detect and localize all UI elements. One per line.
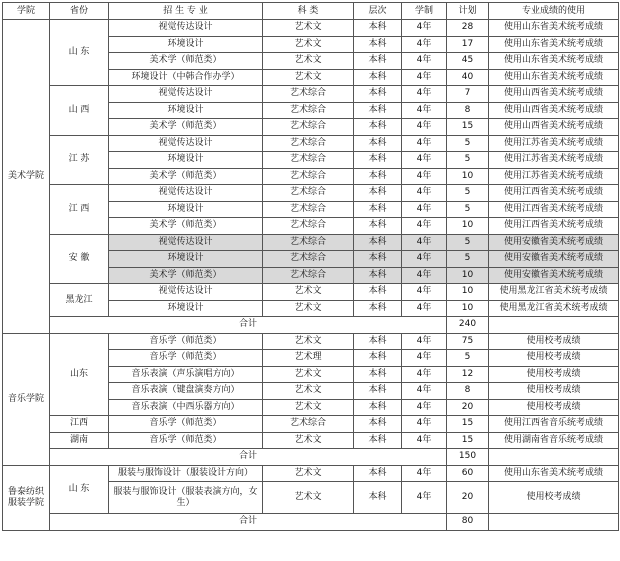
- province-cell: 山 东: [50, 465, 109, 514]
- usage-cell: 使用山东省美术统考成绩: [489, 53, 619, 70]
- plan-cell: 20: [447, 482, 489, 514]
- major-cell: 视觉传达设计: [109, 86, 263, 103]
- major-cell: 视觉传达设计: [109, 185, 263, 202]
- level-cell: 本科: [354, 416, 402, 433]
- category-cell: 艺术综合: [263, 218, 354, 235]
- major-cell: 视觉传达设计: [109, 20, 263, 37]
- duration-cell: 4年: [402, 366, 447, 383]
- duration-cell: 4年: [402, 86, 447, 103]
- usage-cell: 使用江苏省美术统考成绩: [489, 168, 619, 185]
- plan-cell: 10: [447, 284, 489, 301]
- category-cell: 艺术综合: [263, 185, 354, 202]
- plan-cell: 10: [447, 300, 489, 317]
- category-cell: 艺术综合: [263, 168, 354, 185]
- plan-cell: 5: [447, 201, 489, 218]
- usage-cell: 使用江西省美术统考成绩: [489, 201, 619, 218]
- table-row: [3, 234, 619, 251]
- level-cell: 本科: [354, 284, 402, 301]
- major-cell: 音乐表演（声乐演唱方向）: [109, 366, 263, 383]
- table-row: [3, 465, 619, 482]
- major-cell: 环境设计（中韩合作办学）: [109, 69, 263, 86]
- plan-cell: 5: [447, 135, 489, 152]
- usage-cell: 使用江西省音乐统考成绩: [489, 416, 619, 433]
- category-cell: 艺术文: [263, 284, 354, 301]
- duration-cell: 4年: [402, 300, 447, 317]
- duration-cell: 4年: [402, 53, 447, 70]
- total-row: [3, 514, 619, 531]
- category-cell: 艺术综合: [263, 267, 354, 284]
- level-cell: 本科: [354, 482, 402, 514]
- major-cell: 环境设计: [109, 152, 263, 169]
- plan-cell: 8: [447, 383, 489, 400]
- table-row: [3, 432, 619, 449]
- admissions-plan-table: [2, 2, 619, 531]
- usage-cell: 使用江苏省美术统考成绩: [489, 152, 619, 169]
- header-plan: 计划: [447, 3, 489, 20]
- usage-cell: 使用江苏省美术统考成绩: [489, 135, 619, 152]
- level-cell: 本科: [354, 350, 402, 367]
- header-major: 招 生 专 业: [109, 3, 263, 20]
- major-cell: 服装与服饰设计（服装表演方向，女生）: [109, 482, 263, 514]
- province-cell: 江 西: [50, 185, 109, 235]
- usage-cell: 使用山东省美术统考成绩: [489, 36, 619, 53]
- category-cell: 艺术文: [263, 465, 354, 482]
- header-level: 层次: [354, 3, 402, 20]
- usage-cell: 使用江西省美术统考成绩: [489, 218, 619, 235]
- duration-cell: 4年: [402, 416, 447, 433]
- usage-cell: 使用校考成绩: [489, 350, 619, 367]
- category-cell: 艺术综合: [263, 201, 354, 218]
- admissions-table-container: [2, 2, 619, 531]
- level-cell: 本科: [354, 432, 402, 449]
- major-cell: 音乐学（师范类）: [109, 432, 263, 449]
- table-row: [3, 185, 619, 202]
- category-cell: 艺术文: [263, 20, 354, 37]
- duration-cell: 4年: [402, 36, 447, 53]
- college-name-cell: 音乐学院: [3, 333, 50, 465]
- level-cell: 本科: [354, 53, 402, 70]
- province-cell: 湖南: [50, 432, 109, 449]
- major-cell: 环境设计: [109, 300, 263, 317]
- level-cell: 本科: [354, 399, 402, 416]
- duration-cell: 4年: [402, 284, 447, 301]
- plan-cell: 7: [447, 86, 489, 103]
- category-cell: 艺术综合: [263, 86, 354, 103]
- category-cell: 艺术理: [263, 350, 354, 367]
- plan-cell: 75: [447, 333, 489, 350]
- duration-cell: 4年: [402, 465, 447, 482]
- plan-cell: 15: [447, 119, 489, 136]
- major-cell: 音乐学（师范类）: [109, 350, 263, 367]
- category-cell: 艺术综合: [263, 119, 354, 136]
- usage-cell: 使用山东省美术统考成绩: [489, 20, 619, 37]
- usage-cell: 使用山东省美术统考成绩: [489, 69, 619, 86]
- plan-cell: 10: [447, 267, 489, 284]
- level-cell: 本科: [354, 300, 402, 317]
- plan-cell: 17: [447, 36, 489, 53]
- major-cell: 音乐学（师范类）: [109, 333, 263, 350]
- category-cell: 艺术文: [263, 432, 354, 449]
- category-cell: 艺术文: [263, 333, 354, 350]
- duration-cell: 4年: [402, 218, 447, 235]
- usage-cell: 使用山东省美术统考成绩: [489, 465, 619, 482]
- duration-cell: 4年: [402, 20, 447, 37]
- major-cell: 视觉传达设计: [109, 284, 263, 301]
- duration-cell: 4年: [402, 135, 447, 152]
- level-cell: 本科: [354, 333, 402, 350]
- total-label: 合计: [50, 317, 447, 334]
- total-value: 80: [447, 514, 489, 531]
- province-cell: 山东: [50, 333, 109, 416]
- usage-cell: 使用黑龙江省美术统考成绩: [489, 284, 619, 301]
- level-cell: 本科: [354, 465, 402, 482]
- usage-cell: 使用山西省美术统考成绩: [489, 102, 619, 119]
- province-cell: 安 徽: [50, 234, 109, 284]
- category-cell: 艺术文: [263, 53, 354, 70]
- level-cell: 本科: [354, 168, 402, 185]
- level-cell: 本科: [354, 218, 402, 235]
- total-label: 合计: [50, 514, 447, 531]
- category-cell: 艺术文: [263, 482, 354, 514]
- plan-cell: 45: [447, 53, 489, 70]
- level-cell: 本科: [354, 69, 402, 86]
- province-cell: 山 西: [50, 86, 109, 136]
- plan-cell: 5: [447, 234, 489, 251]
- level-cell: 本科: [354, 36, 402, 53]
- total-usage-empty: [489, 449, 619, 466]
- level-cell: 本科: [354, 201, 402, 218]
- major-cell: 服装与服饰设计（服装设计方向）: [109, 465, 263, 482]
- category-cell: 艺术文: [263, 69, 354, 86]
- category-cell: 艺术综合: [263, 234, 354, 251]
- duration-cell: 4年: [402, 383, 447, 400]
- usage-cell: 使用安徽省美术统考成绩: [489, 267, 619, 284]
- level-cell: 本科: [354, 383, 402, 400]
- duration-cell: 4年: [402, 69, 447, 86]
- usage-cell: 使用山西省美术统考成绩: [489, 86, 619, 103]
- duration-cell: 4年: [402, 234, 447, 251]
- usage-cell: 使用山西省美术统考成绩: [489, 119, 619, 136]
- usage-cell: 使用江西省美术统考成绩: [489, 185, 619, 202]
- header-duration: 学制: [402, 3, 447, 20]
- plan-cell: 5: [447, 152, 489, 169]
- level-cell: 本科: [354, 185, 402, 202]
- major-cell: 环境设计: [109, 36, 263, 53]
- level-cell: 本科: [354, 366, 402, 383]
- usage-cell: 使用校考成绩: [489, 333, 619, 350]
- category-cell: 艺术综合: [263, 102, 354, 119]
- duration-cell: 4年: [402, 432, 447, 449]
- level-cell: 本科: [354, 86, 402, 103]
- total-row: [3, 449, 619, 466]
- usage-cell: 使用校考成绩: [489, 383, 619, 400]
- category-cell: 艺术文: [263, 399, 354, 416]
- category-cell: 艺术综合: [263, 416, 354, 433]
- level-cell: 本科: [354, 267, 402, 284]
- plan-cell: 15: [447, 416, 489, 433]
- plan-cell: 5: [447, 251, 489, 268]
- duration-cell: 4年: [402, 350, 447, 367]
- usage-cell: 使用安徽省美术统考成绩: [489, 234, 619, 251]
- plan-cell: 40: [447, 69, 489, 86]
- duration-cell: 4年: [402, 399, 447, 416]
- major-cell: 环境设计: [109, 102, 263, 119]
- usage-cell: 使用黑龙江省美术统考成绩: [489, 300, 619, 317]
- duration-cell: 4年: [402, 119, 447, 136]
- duration-cell: 4年: [402, 251, 447, 268]
- duration-cell: 4年: [402, 482, 447, 514]
- level-cell: 本科: [354, 20, 402, 37]
- table-row: [3, 86, 619, 103]
- duration-cell: 4年: [402, 201, 447, 218]
- duration-cell: 4年: [402, 102, 447, 119]
- category-cell: 艺术文: [263, 36, 354, 53]
- college-name-cell: 美术学院: [3, 20, 50, 334]
- level-cell: 本科: [354, 251, 402, 268]
- level-cell: 本科: [354, 119, 402, 136]
- table-row: [3, 20, 619, 37]
- level-cell: 本科: [354, 152, 402, 169]
- plan-cell: 12: [447, 366, 489, 383]
- major-cell: 美术学（师范类）: [109, 267, 263, 284]
- category-cell: 艺术文: [263, 383, 354, 400]
- usage-cell: 使用湖南省音乐统考成绩: [489, 432, 619, 449]
- category-cell: 艺术文: [263, 366, 354, 383]
- level-cell: 本科: [354, 234, 402, 251]
- duration-cell: 4年: [402, 267, 447, 284]
- total-usage-empty: [489, 317, 619, 334]
- total-row: [3, 317, 619, 334]
- table-row: [3, 416, 619, 433]
- level-cell: 本科: [354, 135, 402, 152]
- college-name-cell: 鲁泰纺织服装学院: [3, 465, 50, 530]
- category-cell: 艺术文: [263, 300, 354, 317]
- plan-cell: 20: [447, 399, 489, 416]
- province-cell: 江 苏: [50, 135, 109, 185]
- table-row: [3, 284, 619, 301]
- major-cell: 环境设计: [109, 201, 263, 218]
- usage-cell: 使用校考成绩: [489, 399, 619, 416]
- category-cell: 艺术综合: [263, 135, 354, 152]
- level-cell: 本科: [354, 102, 402, 119]
- header-province: 省份: [50, 3, 109, 20]
- usage-cell: 使用安徽省美术统考成绩: [489, 251, 619, 268]
- major-cell: 美术学（师范类）: [109, 168, 263, 185]
- plan-cell: 28: [447, 20, 489, 37]
- table-row: [3, 135, 619, 152]
- major-cell: 音乐学（师范类）: [109, 416, 263, 433]
- major-cell: 音乐表演（键盘演奏方向）: [109, 383, 263, 400]
- header-usage: 专业成绩的使用: [489, 3, 619, 20]
- major-cell: 美术学（师范类）: [109, 119, 263, 136]
- header-row: [3, 3, 619, 20]
- header-category: 科 类: [263, 3, 354, 20]
- plan-cell: 5: [447, 350, 489, 367]
- usage-cell: 使用校考成绩: [489, 366, 619, 383]
- total-label: 合计: [50, 449, 447, 466]
- major-cell: 美术学（师范类）: [109, 218, 263, 235]
- province-cell: 江西: [50, 416, 109, 433]
- total-usage-empty: [489, 514, 619, 531]
- duration-cell: 4年: [402, 152, 447, 169]
- duration-cell: 4年: [402, 168, 447, 185]
- table-row: [3, 333, 619, 350]
- major-cell: 音乐表演（中西乐器方向）: [109, 399, 263, 416]
- plan-cell: 15: [447, 432, 489, 449]
- province-cell: 黑龙江: [50, 284, 109, 317]
- major-cell: 视觉传达设计: [109, 135, 263, 152]
- header-college: 学院: [3, 3, 50, 20]
- major-cell: 美术学（师范类）: [109, 53, 263, 70]
- category-cell: 艺术综合: [263, 152, 354, 169]
- major-cell: 视觉传达设计: [109, 234, 263, 251]
- plan-cell: 8: [447, 102, 489, 119]
- major-cell: 环境设计: [109, 251, 263, 268]
- province-cell: 山 东: [50, 20, 109, 86]
- total-value: 240: [447, 317, 489, 334]
- table-body: [3, 20, 619, 531]
- usage-cell: 使用校考成绩: [489, 482, 619, 514]
- plan-cell: 10: [447, 218, 489, 235]
- plan-cell: 60: [447, 465, 489, 482]
- plan-cell: 10: [447, 168, 489, 185]
- duration-cell: 4年: [402, 333, 447, 350]
- total-value: 150: [447, 449, 489, 466]
- duration-cell: 4年: [402, 185, 447, 202]
- plan-cell: 5: [447, 185, 489, 202]
- category-cell: 艺术综合: [263, 251, 354, 268]
